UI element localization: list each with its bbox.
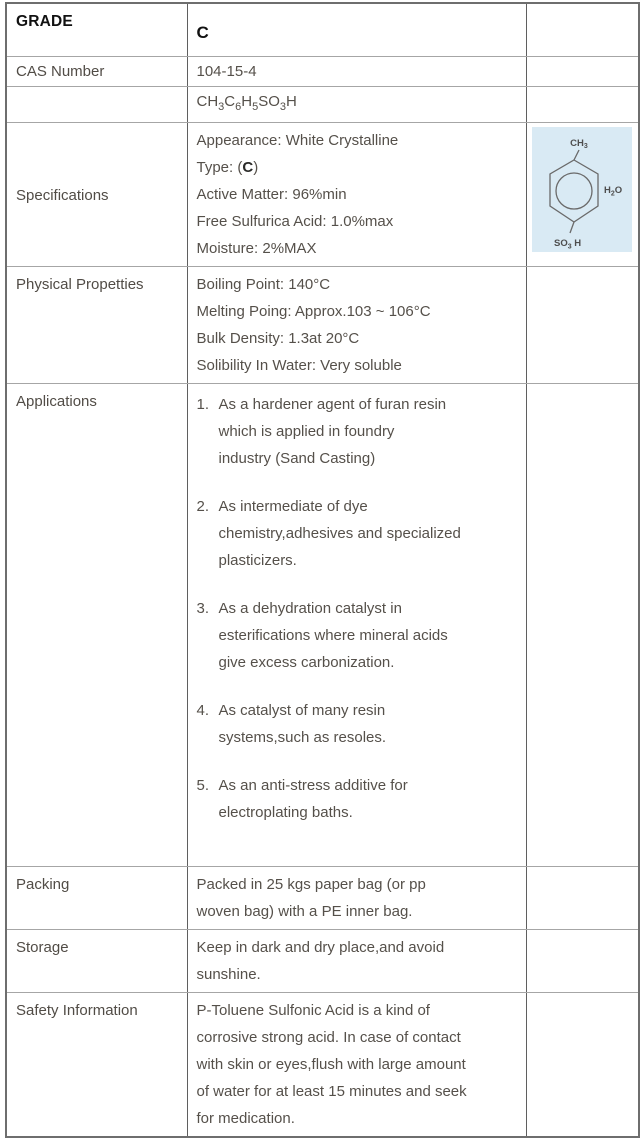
spec-line-moisture: Moisture: 2%MAX xyxy=(196,239,317,257)
spec-line-active-matter: Active Matter: 96%min xyxy=(196,185,347,203)
application-item: 1. As a hardener agent of furan resin which is applied in foundry industry (Sand Casting) xyxy=(196,395,447,467)
storage-line: sunshine. xyxy=(196,965,261,983)
spec-line-type: Type: (C) xyxy=(196,158,259,176)
grade-row xyxy=(6,3,639,56)
grade-label-cell: GRADE xyxy=(6,3,187,56)
storage-empty-cell xyxy=(526,929,639,992)
formula-value-cell xyxy=(187,86,526,122)
structure-cell xyxy=(526,122,639,266)
packing-line: woven bag) with a PE inner bag. xyxy=(196,902,413,920)
safety-line: with skin or eyes,flush with large amount xyxy=(196,1055,466,1073)
packing-line: Packed in 25 kgs paper bag (or pp xyxy=(196,875,426,893)
physical-label-cell: Physical Propetties xyxy=(6,266,187,383)
cas-row xyxy=(6,56,639,86)
physical-line: Bulk Density: 1.3at 20°C xyxy=(196,329,360,347)
safety-line: corrosive strong acid. In case of contact xyxy=(196,1028,461,1046)
formula-text: $CH_3C_6H_5SO_3H$ xyxy=(196,92,297,113)
physical-line: Boiling Point: 140°C xyxy=(196,275,331,293)
applications-row xyxy=(6,383,639,866)
storage-content-cell xyxy=(187,929,526,992)
safety-row xyxy=(6,992,639,1137)
storage-line: Keep in dark and dry place,and avoid xyxy=(196,938,445,956)
grade-empty-cell xyxy=(526,3,639,56)
physical-content-cell xyxy=(187,266,526,383)
applications-content-cell xyxy=(187,383,526,866)
spec-line-free-acid: Free Sulfurica Acid: 1.0%max xyxy=(196,212,394,230)
structure-top-label: $CH_3$ xyxy=(570,137,589,150)
product-spec-table xyxy=(5,2,640,1138)
formula-label-cell xyxy=(6,86,187,122)
specifications-row xyxy=(6,122,639,266)
cas-value-cell: 104-15-4 xyxy=(187,56,526,86)
cas-empty-cell xyxy=(526,56,639,86)
safety-empty-cell xyxy=(526,992,639,1137)
safety-line: P-Toluene Sulfonic Acid is a kind of xyxy=(196,1001,430,1019)
packing-row xyxy=(6,866,639,929)
formula-row xyxy=(6,86,639,122)
specifications-content-cell xyxy=(187,122,526,266)
application-item: 4. As catalyst of many resin systems,such as resoles. xyxy=(196,701,387,746)
safety-label-cell: Safety Information xyxy=(6,992,187,1137)
spec-line-appearance: Appearance: White Crystalline xyxy=(196,131,399,149)
physical-empty-cell xyxy=(526,266,639,383)
physical-properties-row xyxy=(6,266,639,383)
safety-line: for medication. xyxy=(196,1109,295,1127)
grade-value-cell: C xyxy=(187,3,526,56)
application-item: 5. As an anti-stress additive for electroplating baths. xyxy=(196,776,408,821)
safety-line: of water for at least 15 minutes and seek xyxy=(196,1082,467,1100)
packing-empty-cell xyxy=(526,866,639,929)
formula-empty-cell xyxy=(526,86,639,122)
applications-empty-cell xyxy=(526,383,639,866)
physical-line: Solibility In Water: Very soluble xyxy=(196,356,402,374)
application-item: 2. As intermediate of dye chemistry,adhesives and specialized plasticizers. xyxy=(196,497,461,569)
specifications-label-cell: Specifications xyxy=(6,122,187,266)
structure-right-label: $H_2O$ xyxy=(604,184,623,197)
physical-line: Melting Poing: Approx.103 ~ 106°C xyxy=(196,302,431,320)
packing-label-cell: Packing xyxy=(6,866,187,929)
storage-row xyxy=(6,929,639,992)
packing-content-cell xyxy=(187,866,526,929)
structure-bottom-label: $SO_3$ H xyxy=(554,237,582,250)
storage-label-cell: Storage xyxy=(6,929,187,992)
safety-content-cell xyxy=(187,992,526,1137)
cas-label-cell: CAS Number xyxy=(6,56,187,86)
chemical-structure-diagram xyxy=(532,127,632,252)
applications-label-cell: Applications xyxy=(6,383,187,866)
application-item: 3. As a dehydration catalyst in esterifications where mineral acids give excess carbonization. xyxy=(196,599,448,671)
